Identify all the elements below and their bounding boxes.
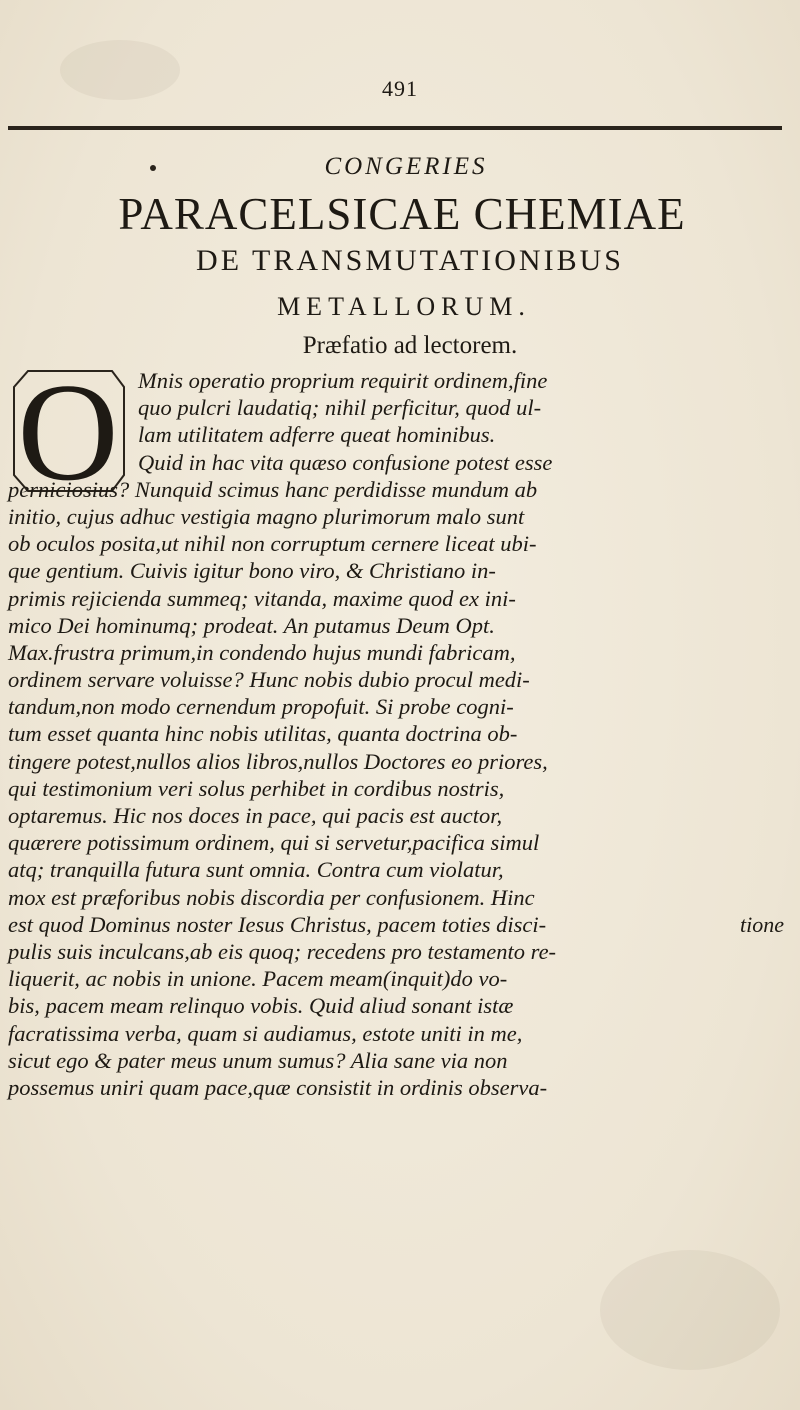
text-line: quo pulcri laudatiq; nihil perficitur, quod ul-: [138, 395, 542, 421]
body-text: [8, 367, 783, 1101]
text-line: primis rejicienda summeq; vitanda, maxime quod ex ini-: [8, 585, 516, 611]
text-line: atq; tranquilla futura sunt omnia. Contra cum violatur,: [8, 857, 504, 883]
text-line: est quod Dominus noster Iesus Christus, pacem toties disci-: [8, 911, 547, 937]
paper-stain: [600, 1250, 780, 1370]
heading-main-title: PARACELSICAE CHEMIAE: [118, 189, 686, 239]
text-line: initio, cujus adhuc vestigia magno plurimorum malo sunt: [8, 503, 525, 529]
text-line: que gentium. Cuivis igitur bono viro, & Christiano in-: [8, 558, 496, 584]
header-rule: [8, 126, 782, 130]
text-line: sicut ego & pater meus unum sumus? Alia sane via non: [8, 1047, 508, 1073]
text-line: Mnis operatio proprium requirit ordinem,fine: [138, 368, 548, 393]
drop-cap-letter: O: [17, 367, 119, 495]
text-line: quærere potissimum ordinem, qui si servetur,pacifica simul: [8, 830, 540, 856]
text-line: optaremus. Hic nos doces in pace, qui pacis est auctor,: [8, 803, 503, 828]
text-line: mico Dei hominumq; prodeat. An putamus Deum Opt.: [8, 612, 495, 638]
text-line: mox est præforibus nobis discordia per confusionem. Hinc: [8, 884, 535, 910]
page-number: 491: [382, 76, 418, 101]
text-line: Quid in hac vita quæso confusione potest esse: [138, 449, 553, 475]
text-line: lam utilitatem adferre queat hominibus.: [138, 422, 496, 448]
heading-subtitle: DE TRANSMUTATIONIBUS: [196, 244, 624, 277]
text-line: facratissima verba, quam si audiamus, estote uniti in me,: [8, 1020, 523, 1046]
text-line: tandum,non modo cernendum propofuit. Si probe cogni-: [8, 694, 514, 720]
text-line: qui testimonium veri solus perhibet in cordibus nostris,: [8, 775, 505, 801]
text-line: tingere potest,nullos alios libros,nullos Doctores eo priores,: [8, 748, 548, 774]
text-line: ordinem servare voluisse? Hunc nobis dubio procul medi-: [8, 667, 530, 693]
text-line: pulis suis inculcans,ab eis quoq; recedens pro testamento re-: [8, 938, 557, 964]
text-line: perniciosius? Nunquid scimus hanc perdidisse mundum ab: [8, 476, 538, 502]
text-line: tum esset quanta hinc nobis utilitas, quanta doctrina ob-: [8, 721, 518, 747]
text-line: possemus uniri quam pace,quæ consistit in ordinis observa-: [8, 1074, 548, 1100]
text-line: Max.frustra primum,in condendo hujus mundi fabricam,: [8, 639, 516, 665]
text-line: bis, pacem meam relinquo vobis. Quid aliud sonant istæ: [8, 993, 514, 1019]
heading-metallorum: METALLORUM.: [277, 292, 531, 321]
text-line: ob oculos posita,ut nihil non corruptum cernere liceat ubi-: [8, 531, 537, 557]
heading-congeries: CONGERIES: [324, 153, 488, 180]
heading-praefatio: Præfatio ad lectorem.: [302, 332, 518, 359]
text-line: liquerit, ac nobis in unione. Pacem meam(inquit)do vo-: [8, 966, 508, 992]
catchword: tione: [740, 912, 784, 937]
